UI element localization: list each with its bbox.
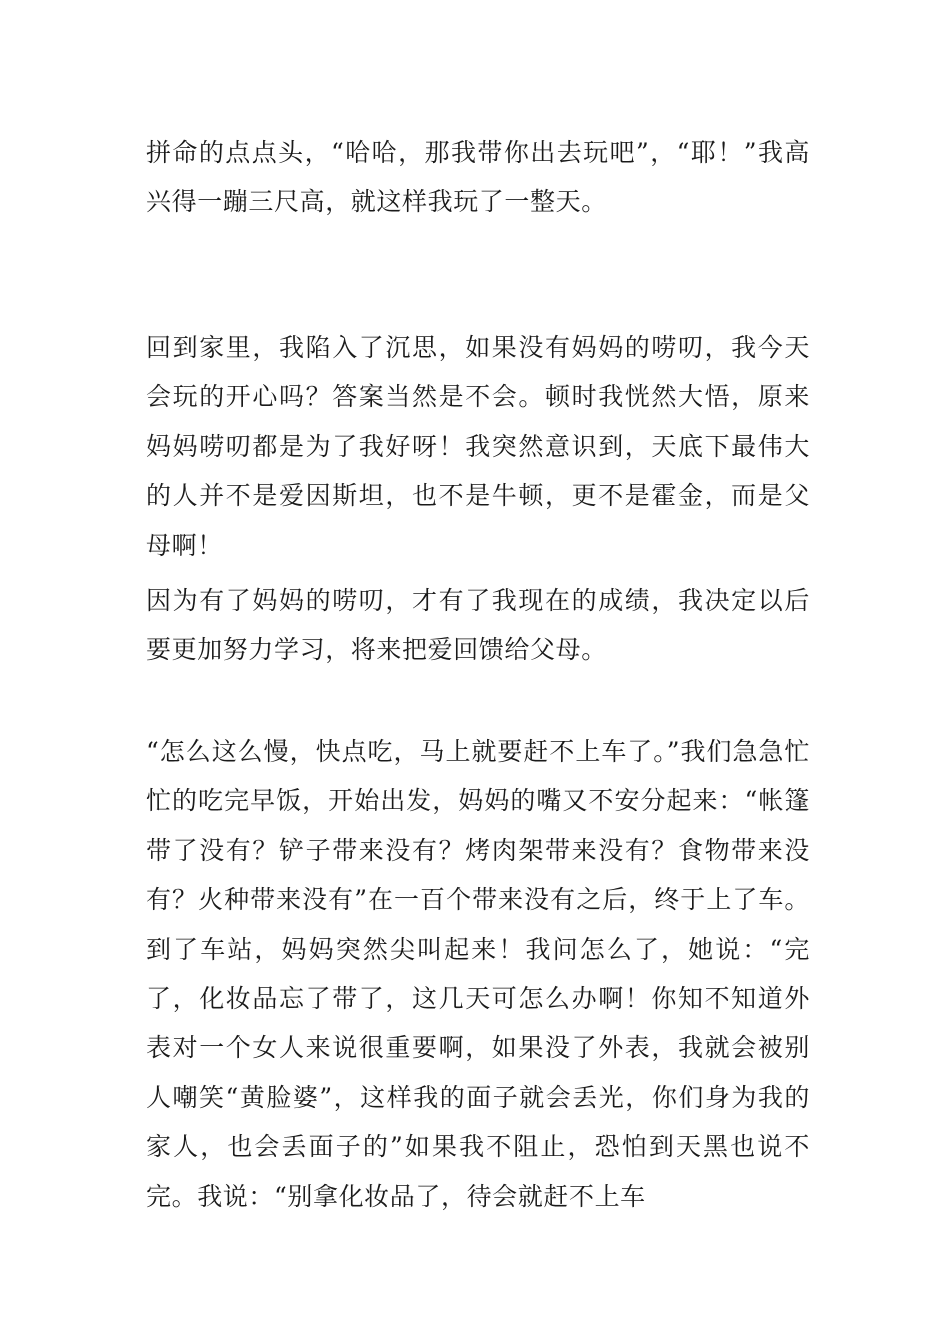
paragraph-3: 因为有了妈妈的唠叨，才有了我现在的成绩，我决定以后要更加努力学习，将来把爱回馈给父母。 (146, 586, 810, 665)
paragraph-4: “怎么这么慢，快点吃，马上就要赶不上车了。”我们急急忙忙的吃完早饭，开始出发，妈妈的嘴又不安分起来：“帐篷带了没有？铲子带来没有？烤肉架带来没有？食物带来没有？火种带来没有”在一百个带来没有之后，终于上了车。到了车站，妈妈突然尖叫起来！我问怎么了，她说：“完了，化妆品忘了带了，这几天可怎么办啊！你知不知道外表对一个女人来说很重要啊，如果没了外表，我就会被别人嘲笑“黄脸婆”，这样我的面子就会丢光，你们身为我的家人，也会丢面子的”如果我不阻止，恐怕到天黑也说不完。我说：“别拿化妆品了，待会就赶不上车 (146, 737, 810, 1211)
paragraph-2: 回到家里，我陷入了沉思，如果没有妈妈的唠叨，我今天会玩的开心吗？答案当然是不会。顿时我恍然大悟，原来妈妈唠叨都是为了我好呀！我突然意识到，天底下最伟大的人并不是爱因斯坦，也不是牛顿，更不是霍金，而是父母啊！ (146, 333, 810, 560)
paragraph-1: 拼命的点点头，“哈哈，那我带你出去玩吧”，“耶！”我高兴得一蹦三尺高，就这样我玩了一整天。 (146, 138, 810, 217)
